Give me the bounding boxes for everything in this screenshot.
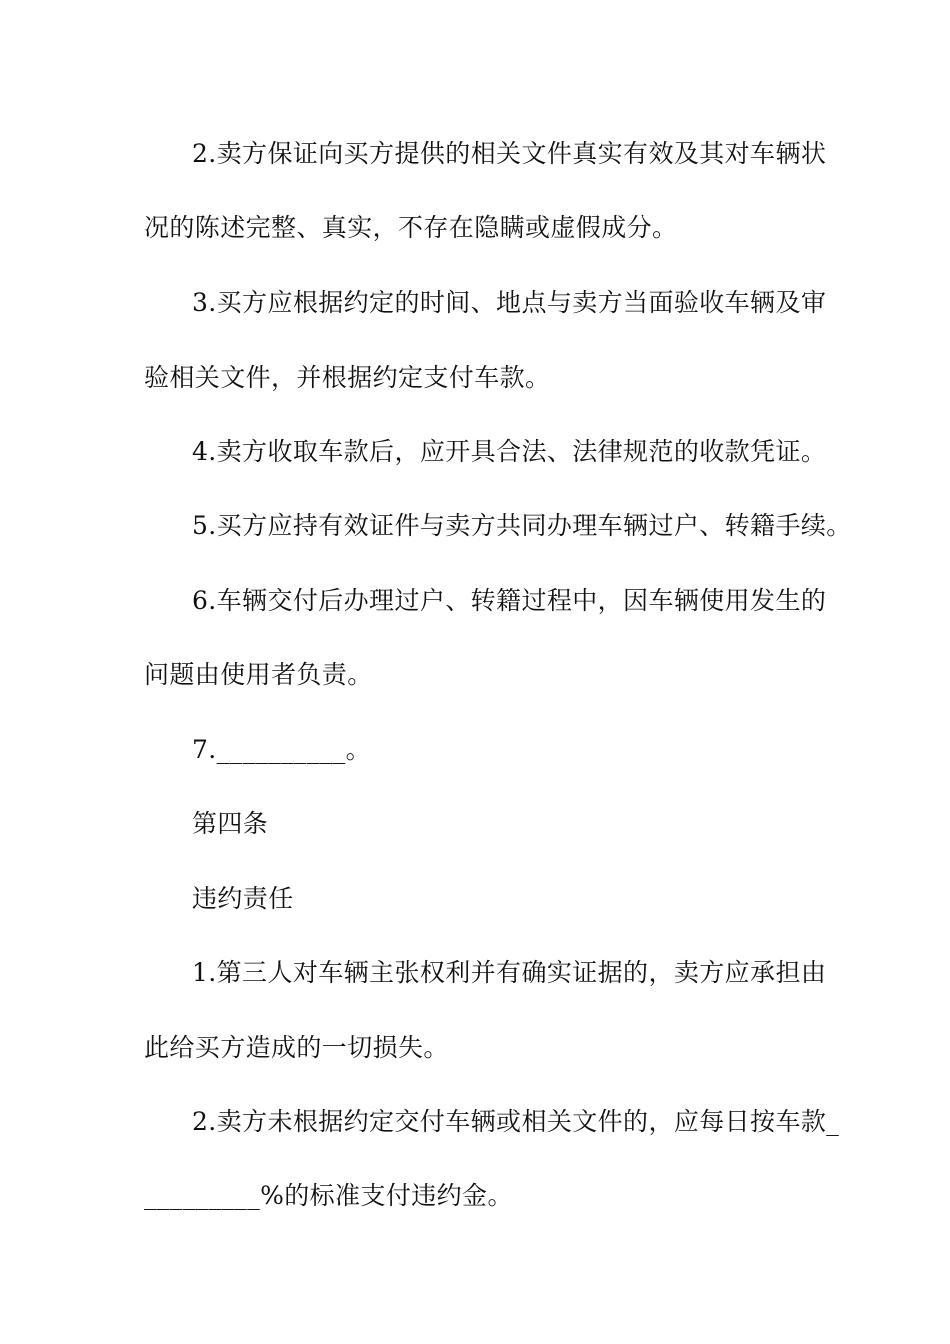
clause-4-item-1-line-2: 此给买方造成的一切损失。: [144, 1033, 449, 1062]
clause-3-item-2-line-2: 况的陈述完整、真实，不存在隐瞒或虚假成分。: [144, 213, 678, 242]
clause-4-item-1-line-1: 1.第三人对车辆主张权利并有确实证据的，卖方应承担由: [192, 958, 827, 987]
clause-3-item-5: 5.买方应持有效证件与卖方共同办理车辆过户、转籍手续。: [192, 511, 852, 540]
clause-3-item-3-line-1: 3.买方应根据约定的时间、地点与卖方当面验收车辆及审: [192, 288, 827, 317]
breach-liability-heading: 违约责任: [192, 884, 294, 913]
clause-3-item-2-line-1: 2.卖方保证向买方提供的相关文件真实有效及其对车辆状: [192, 139, 827, 168]
clause-3-item-6-line-1: 6.车辆交付后办理过户、转籍过程中，因车辆使用发生的: [192, 586, 827, 615]
clause-3-item-7-blank: 7.__________。: [192, 735, 372, 764]
clause-4-item-2-line-1: 2.卖方未根据约定交付车辆或相关文件的，应每日按车款_: [192, 1107, 840, 1136]
clause-4-item-2-line-2: _________%的标准支付违约金。: [144, 1181, 513, 1210]
clause-3-item-4: 4.卖方收取车款后，应开具合法、法律规范的收款凭证。: [192, 437, 827, 466]
clause-3-item-6-line-2: 问题由使用者负责。: [144, 660, 373, 689]
article-four-heading: 第四条: [192, 809, 269, 838]
clause-3-item-3-line-2: 验相关文件，并根据约定支付车款。: [144, 363, 551, 392]
